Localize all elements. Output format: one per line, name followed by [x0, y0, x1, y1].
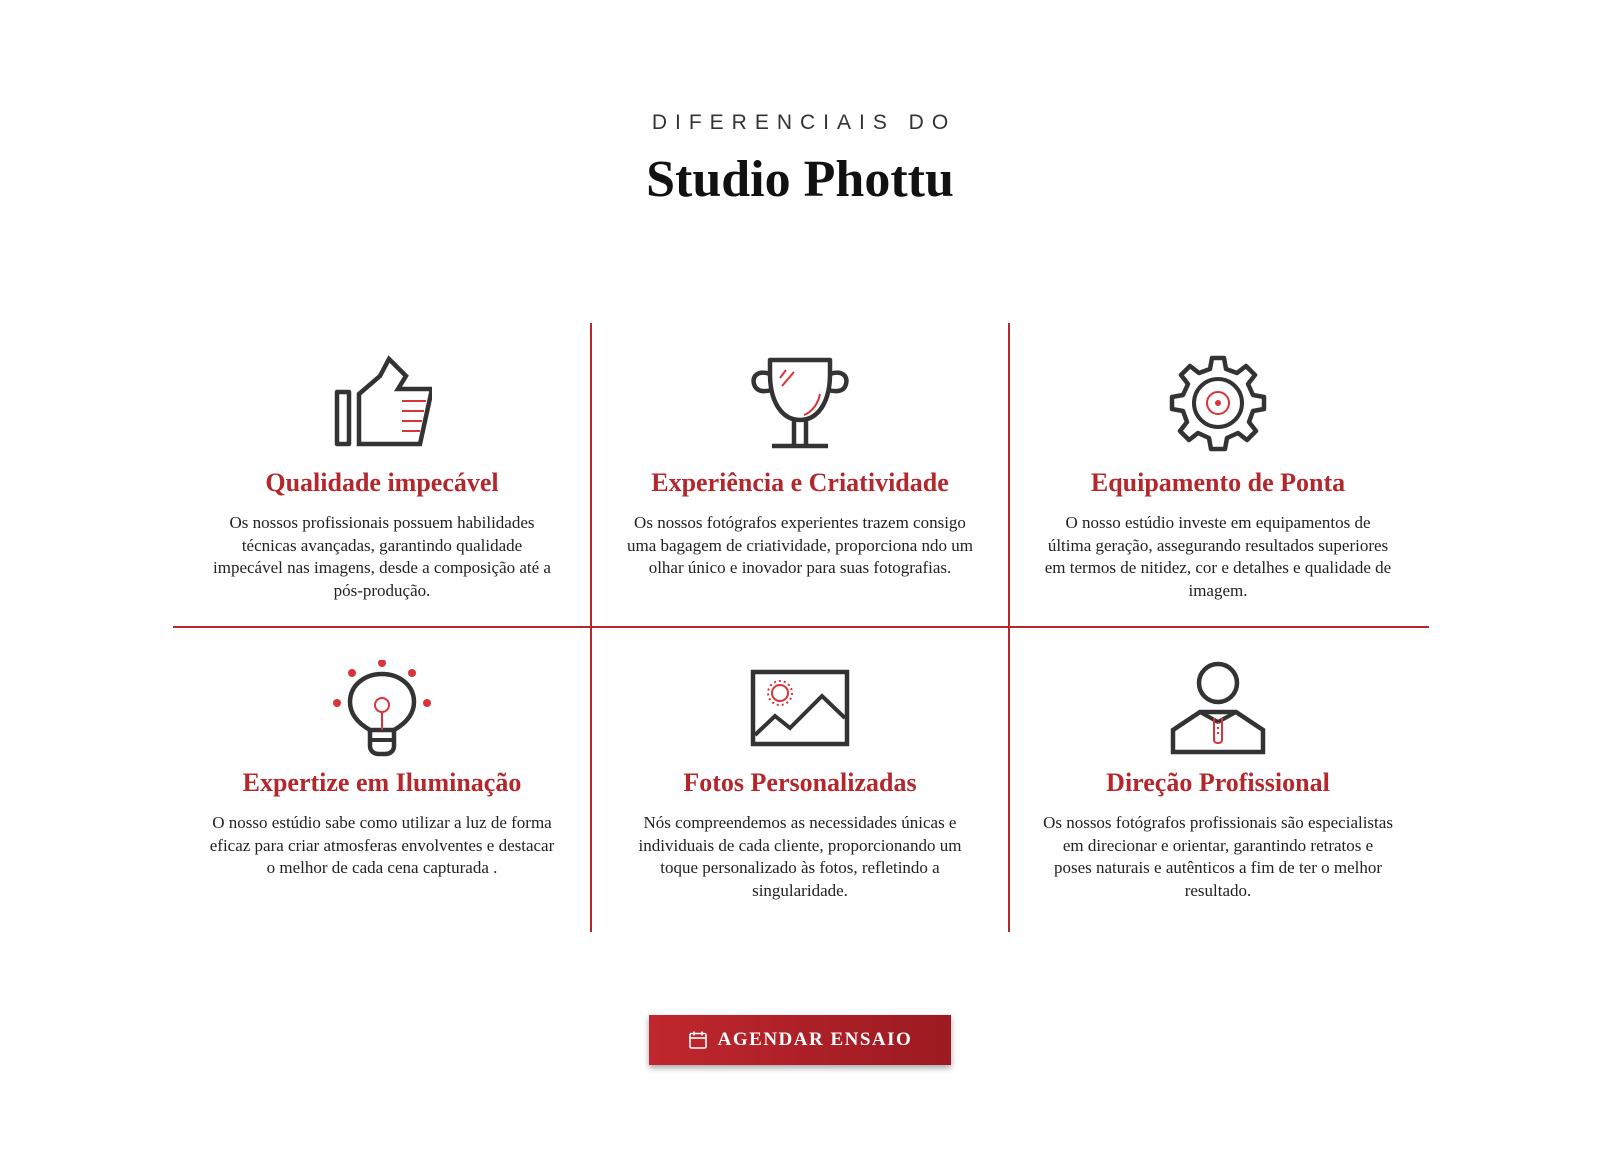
professional-person-icon [1168, 660, 1268, 760]
trophy-icon [750, 354, 850, 454]
feature-card-equipment [1009, 323, 1427, 627]
features-grid [173, 323, 1429, 932]
feature-description: Os nossos profissionais possuem habilidades técnicas avançadas, garantindo qualidade impecável nas imagens, desde a composição até a pós-produção. [213, 513, 551, 600]
calendar-icon [688, 1030, 708, 1050]
feature-title: Equipamento de Ponta [1090, 468, 1346, 497]
feature-description: Nós compreendemos as necessidades únicas e individuais de cada cliente, proporcionando um toque personalizado às fotos, refletindo a singularidade. [638, 813, 962, 900]
feature-card-direction [1009, 628, 1427, 932]
thumbs-up-icon [332, 354, 432, 454]
feature-title: Direção Profissional [1106, 768, 1330, 797]
feature-card-experience [591, 323, 1009, 627]
feature-title: Qualidade impecável [265, 468, 499, 497]
feature-description: Os nossos fotógrafos profissionais são especialistas em direcionar e orientar, garantindo retratos e poses naturais e autênticos a fim de ter o melhor resultado. [1043, 813, 1393, 900]
feature-description: O nosso estúdio sabe como utilizar a luz de forma eficaz para criar atmosferas envolventes e destacar o melhor de cada cena capturada . [209, 813, 555, 877]
feature-title: Expertize em Iluminação [242, 768, 522, 797]
feature-description: O nosso estúdio investe em equipamentos de última geração, assegurando resultados superiores em termos de nitidez, cor e detalhes e qualidade de imagem. [1044, 513, 1392, 600]
lightbulb-icon [332, 660, 432, 760]
feature-card-lighting [173, 628, 591, 932]
section-eyebrow: DIFERENCIAIS DO [651, 111, 957, 134]
feature-card-personalized [591, 628, 1009, 932]
landscape-photo-icon [750, 660, 850, 760]
gear-icon [1168, 354, 1268, 454]
page-title: Studio Phottu [646, 151, 954, 208]
feature-title: Experiência e Criatividade [651, 468, 949, 497]
feature-title: Fotos Personalizadas [683, 768, 917, 797]
feature-card-quality [173, 323, 591, 627]
feature-description: Os nossos fotógrafos experientes trazem consigo uma bagagem de criatividade, proporciona ndo um olhar único e inovador para suas fotografias. [626, 513, 974, 577]
schedule-session-label: AGENDAR ENSAIO [717, 1029, 913, 1050]
schedule-session-button[interactable] [649, 1015, 951, 1065]
